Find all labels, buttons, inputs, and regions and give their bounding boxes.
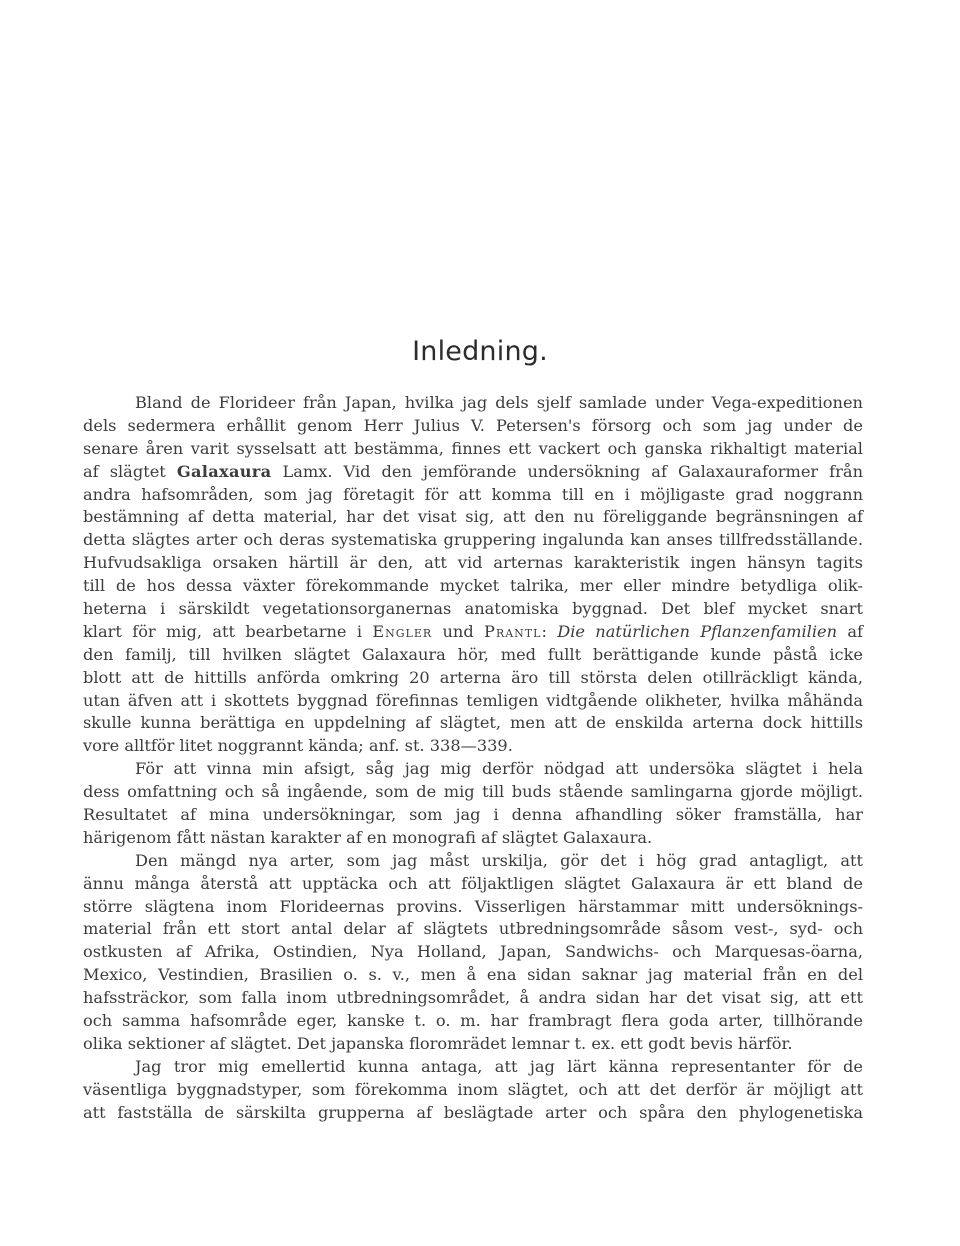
text-line: material från ett stort antal delar af slägtets utbredningsområde såsom vest-, syd- och bbox=[83, 919, 863, 939]
text-line: Mexico, Vestindien, Brasilien o. s. v., men å ena sidan saknar jag material från en del bbox=[83, 965, 863, 985]
text-line: Den mängd nya arter, som jag måst urskilja, gör det i hög grad antagligt, att bbox=[135, 850, 863, 870]
text-line: andra hafsområden, som jag företagit för att komma till en i möjligaste grad noggrann bbox=[83, 484, 863, 504]
body-text bbox=[83, 392, 863, 1125]
text-line: till de hos dessa växter förekommande mycket talrika, mer eller mindre betydliga olik- bbox=[83, 576, 863, 596]
text-run: und bbox=[432, 621, 485, 641]
text-line: detta slägtes arter och deras systematiska gruppering ingalunda kan anses tillfredsställande. bbox=[83, 530, 863, 550]
text-line: Resultatet af mina undersökningar, som jag i denna afhandling söker framställa, har bbox=[83, 805, 863, 825]
text-line: dels sedermera erhållit genom Herr Julius V. Petersen's försorg och som jag under de bbox=[83, 415, 863, 435]
text-run: Lamx. Vid den jemförande undersökning af Galaxauraformer från bbox=[271, 461, 863, 481]
text-line: För att vinna min afsigt, såg jag mig derför nödgad att undersöka slägtet i hela bbox=[135, 759, 863, 779]
book-title: Die natürlichen Pflanzenfamilien bbox=[557, 621, 838, 641]
text-line: senare åren varit sysselsatt att bestämma, finnes ett vackert och ganska rikhaltigt material bbox=[83, 438, 863, 458]
text-line: att fastställa de särskilta grupperna af beslägtade arter och spåra den phylogenetiska bbox=[83, 1102, 863, 1122]
genus-name: Galaxaura bbox=[176, 461, 272, 481]
text-line: Jag tror mig emellertid kunna antaga, att jag lärt känna representanter för de bbox=[135, 1056, 863, 1076]
text-line: utan äfven att i skottets byggnad förefinnas temligen vidtgående olikheter, hvilka måhända bbox=[83, 690, 863, 710]
section-heading: Inledning. bbox=[412, 336, 548, 367]
text-line: heterna i särskildt vegetationsorganernas anatomiska byggnad. Det blef mycket snart bbox=[83, 599, 863, 619]
text-line: ostkusten af Afrika, Ostindien, Nya Holland, Japan, Sandwichs- och Marquesas-öarna, bbox=[83, 942, 863, 962]
text-run: af slägtet bbox=[83, 461, 177, 481]
text-line: Hufvudsakliga orsaken härtill är den, att vid arternas karakteristik ingen hänsyn tagits bbox=[83, 553, 863, 573]
text-run: : bbox=[541, 621, 558, 641]
text-line: Bland de Florideer från Japan, hvilka jag dels sjelf samlade under Vega-expeditionen bbox=[135, 393, 863, 412]
text-line: dess omfattning och så ingående, som de mig till buds stående samlingarna gjorde möjligt. bbox=[83, 782, 863, 802]
text-line: hafssträckor, som falla inom utbredningsområdet, å andra sidan har det visat sig, att ett bbox=[83, 988, 863, 1008]
text-line: större slägtena inom Florideernas provins. Visserligen härstammar mitt undersöknings- bbox=[83, 896, 863, 916]
text-line: blott att de hittills anförda omkring 20 arterna äro till största delen otillräckligt kända, bbox=[83, 667, 863, 687]
author-name: Engler bbox=[372, 621, 433, 641]
text-line: väsentliga byggnadstyper, som förekomma inom slägtet, och att det derför är möjligt att bbox=[83, 1079, 863, 1099]
text-line: härigenom fått nästan karakter af en monografi af slägtet Galaxaura. bbox=[83, 827, 653, 847]
text-line: skulle kunna berättiga en uppdelning af slägtet, men att de enskilda arterna dock hittills bbox=[83, 713, 863, 733]
text-line: olika sektioner af slägtet. Det japanska floromrädet lemnar t. ex. ett godt bevis härför. bbox=[83, 1033, 793, 1053]
text-run: af bbox=[837, 621, 863, 641]
text-line: ännu många återstå att upptäcka och att följaktligen slägtet Galaxaura är ett bland de bbox=[83, 873, 863, 893]
text-run: klart för mig, att bearbetarne i bbox=[83, 621, 373, 641]
text-line: den familj, till hvilken slägtet Galaxaura hör, med fullt berättigande kunde påstå icke bbox=[83, 644, 863, 664]
text-line bbox=[83, 461, 863, 484]
text-line: bestämning af detta material, har det visat sig, att den nu föreliggande begränsningen af bbox=[83, 507, 863, 527]
text-line: vore alltför litet noggrannt kända; anf. st. 338—339. bbox=[83, 736, 513, 756]
text-line bbox=[83, 621, 863, 644]
text-line: och samma hafsområde eger, kanske t. o. m. har frambragt flera goda arter, tillhörande bbox=[83, 1011, 863, 1031]
author-name: Prantl bbox=[484, 621, 542, 641]
